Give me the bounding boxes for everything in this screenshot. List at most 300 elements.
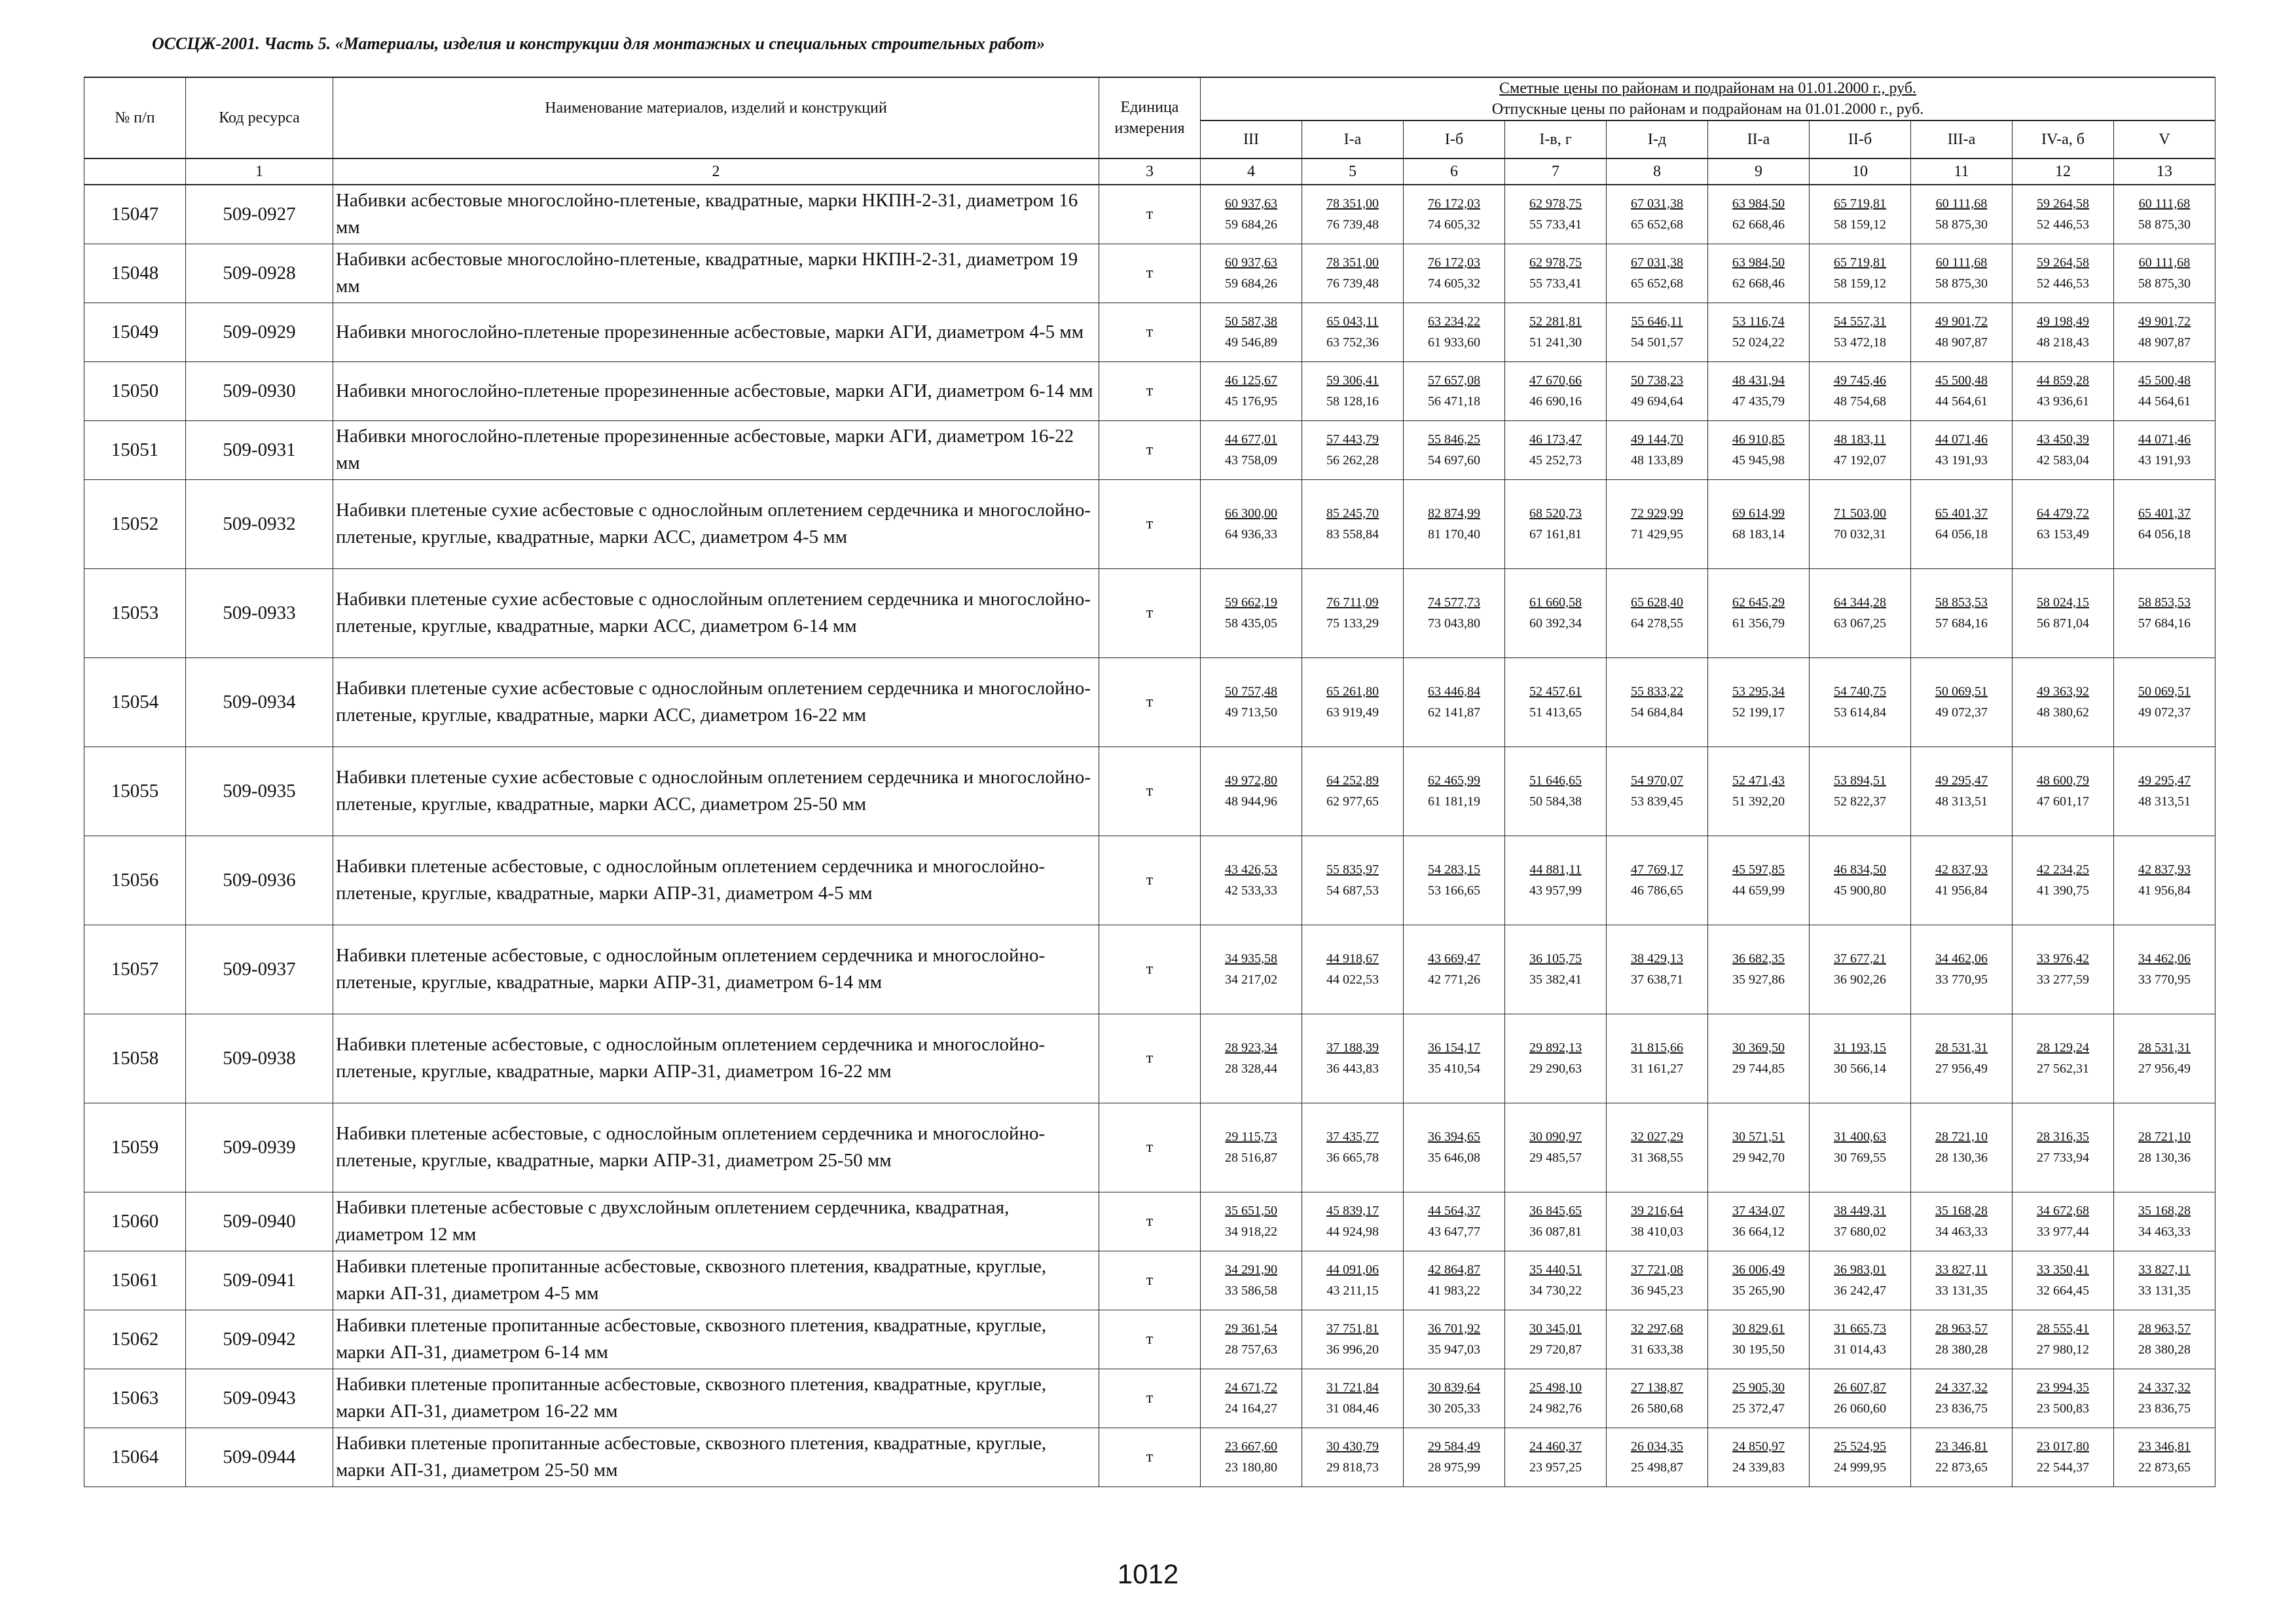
wholesale-price: 35 927,86 — [1732, 972, 1785, 987]
row-index: 15048 — [84, 244, 186, 303]
wholesale-price: 28 130,36 — [2138, 1151, 2191, 1165]
price-cell — [2114, 568, 2215, 657]
price-cell — [1505, 925, 1607, 1014]
wholesale-price: 65 652,68 — [1631, 217, 1683, 232]
price-cell — [1404, 1369, 1505, 1428]
wholesale-price: 36 443,83 — [1326, 1061, 1379, 1076]
estimated-price: 61 660,58 — [1529, 595, 1582, 610]
wholesale-price: 59 684,26 — [1225, 276, 1277, 291]
wholesale-price: 26 060,60 — [1834, 1401, 1886, 1416]
wholesale-price: 58 875,30 — [1935, 217, 1988, 232]
unit-of-measure: т — [1099, 1369, 1201, 1428]
price-cell — [1201, 747, 1302, 836]
price-cell — [1302, 568, 1404, 657]
region-header: I-д — [1607, 120, 1708, 158]
wholesale-price: 33 131,35 — [1935, 1283, 1988, 1298]
resource-code: 509-0929 — [186, 303, 333, 361]
price-cell — [1505, 1251, 1607, 1310]
estimated-price: 36 105,75 — [1529, 951, 1582, 966]
unit-of-measure: т — [1099, 1192, 1201, 1251]
estimated-price: 34 462,06 — [1935, 951, 1988, 966]
estimated-price: 63 234,22 — [1428, 314, 1480, 329]
wholesale-price: 53 614,84 — [1834, 705, 1886, 720]
estimated-price: 37 677,21 — [1834, 951, 1886, 966]
material-name: Набивки плетеные сухие асбестовые с однослойным оплетением сердечника и многослойно-плетеные, круглые, квадратные, марки АСС, диаметром 16-22 мм — [333, 657, 1099, 747]
wholesale-price: 49 072,37 — [1935, 705, 1988, 720]
wholesale-price: 23 836,75 — [2138, 1401, 2191, 1416]
price-cell — [2114, 361, 2215, 420]
price-cell — [2013, 1014, 2114, 1103]
estimated-price: 34 672,68 — [2037, 1204, 2089, 1218]
wholesale-price: 63 067,25 — [1834, 616, 1886, 631]
estimated-price: 59 662,19 — [1225, 595, 1277, 610]
wholesale-price: 48 133,89 — [1631, 453, 1683, 468]
estimated-price: 67 031,38 — [1631, 196, 1683, 212]
estimated-price: 36 154,17 — [1428, 1041, 1480, 1055]
wholesale-price: 28 757,63 — [1225, 1342, 1277, 1357]
estimated-price: 65 719,81 — [1834, 255, 1886, 270]
price-cell — [1201, 1014, 1302, 1103]
wholesale-price: 23 957,25 — [1529, 1460, 1582, 1475]
price-cell — [2114, 1310, 2215, 1369]
estimated-price: 50 738,23 — [1631, 373, 1683, 388]
price-cell — [1911, 1310, 2013, 1369]
estimated-price: 36 983,01 — [1834, 1263, 1886, 1277]
estimated-price: 49 198,49 — [2037, 314, 2089, 329]
estimated-price: 63 446,84 — [1428, 684, 1480, 699]
wholesale-price: 29 720,87 — [1529, 1342, 1582, 1357]
price-cell — [2013, 836, 2114, 925]
wholesale-price: 56 871,04 — [2037, 616, 2089, 631]
wholesale-price: 48 754,68 — [1834, 394, 1886, 409]
table-row — [84, 1369, 2215, 1428]
wholesale-price: 61 356,79 — [1732, 616, 1785, 631]
wholesale-price: 30 566,14 — [1834, 1061, 1886, 1076]
estimated-price: 57 657,08 — [1428, 373, 1480, 388]
estimated-price: 28 316,35 — [2037, 1130, 2089, 1144]
estimated-price: 30 829,61 — [1732, 1321, 1785, 1336]
estimated-price: 37 434,07 — [1732, 1204, 1785, 1218]
estimated-price: 38 429,13 — [1631, 951, 1683, 966]
material-name: Набивки плетеные пропитанные асбестовые, сквозного плетения, квадратные, круглые, марки АП-31, диаметром 6-14 мм — [333, 1310, 1099, 1369]
price-cell — [1911, 361, 2013, 420]
col-number: 4 — [1201, 158, 1302, 185]
wholesale-price: 44 564,61 — [2138, 394, 2191, 409]
wholesale-price: 63 153,49 — [2037, 527, 2089, 542]
table-row — [84, 1310, 2215, 1369]
table-row — [84, 1251, 2215, 1310]
wholesale-price: 53 472,18 — [1834, 335, 1886, 350]
price-cell — [1201, 1428, 1302, 1486]
resource-code: 509-0935 — [186, 747, 333, 836]
price-cell — [1607, 925, 1708, 1014]
table-row — [84, 185, 2215, 244]
price-cell — [1607, 1251, 1708, 1310]
row-index: 15058 — [84, 1014, 186, 1103]
estimated-price: 49 745,46 — [1834, 373, 1886, 388]
price-cell — [2013, 1369, 2114, 1428]
price-cell — [1911, 185, 2013, 244]
estimated-price: 35 651,50 — [1225, 1204, 1277, 1218]
price-cell — [1911, 479, 2013, 568]
material-name: Набивки асбестовые многослойно-плетеные, квадратные, марки НКПН-2-31, диаметром 16 мм — [333, 185, 1099, 244]
wholesale-price: 27 956,49 — [1935, 1061, 1988, 1076]
wholesale-price: 76 739,48 — [1326, 217, 1379, 232]
estimated-price: 36 682,35 — [1732, 951, 1785, 966]
price-cell — [1404, 747, 1505, 836]
estimated-price: 64 344,28 — [1834, 595, 1886, 610]
col-header-index: № п/п — [84, 77, 186, 158]
wholesale-price: 74 605,32 — [1428, 276, 1480, 291]
price-cell — [1505, 1310, 1607, 1369]
price-cell — [1201, 1310, 1302, 1369]
table-row — [84, 925, 2215, 1014]
price-cell — [1708, 1014, 1810, 1103]
estimated-price: 55 833,22 — [1631, 684, 1683, 699]
wholesale-price: 49 546,89 — [1225, 335, 1277, 350]
estimated-price: 49 901,72 — [2138, 314, 2191, 329]
estimated-price: 62 465,99 — [1428, 773, 1480, 788]
row-index: 15062 — [84, 1310, 186, 1369]
estimated-price: 57 443,79 — [1326, 432, 1379, 447]
estimated-price: 65 401,37 — [2138, 506, 2191, 521]
price-cell — [1505, 185, 1607, 244]
price-cell — [1810, 244, 1911, 303]
estimated-price: 44 881,11 — [1529, 862, 1582, 877]
wholesale-price: 30 205,33 — [1428, 1401, 1480, 1416]
wholesale-price: 48 380,62 — [2037, 705, 2089, 720]
wholesale-price: 33 770,95 — [1935, 972, 1988, 987]
wholesale-price: 28 130,36 — [1935, 1151, 1988, 1165]
resource-code: 509-0943 — [186, 1369, 333, 1428]
unit-of-measure: т — [1099, 361, 1201, 420]
resource-code: 509-0939 — [186, 1103, 333, 1192]
price-cell — [1911, 747, 2013, 836]
price-cell — [1810, 1192, 1911, 1251]
price-cell — [1201, 836, 1302, 925]
estimated-price: 48 600,79 — [2037, 773, 2089, 788]
wholesale-price: 35 947,03 — [1428, 1342, 1480, 1357]
wholesale-price: 61 933,60 — [1428, 335, 1480, 350]
material-name: Набивки плетеные пропитанные асбестовые, сквозного плетения, квадратные, круглые, марки АП-31, диаметром 4-5 мм — [333, 1251, 1099, 1310]
price-cell — [1810, 657, 1911, 747]
wholesale-price: 25 498,87 — [1631, 1460, 1683, 1475]
estimated-price: 28 923,34 — [1225, 1041, 1277, 1055]
price-cell — [1505, 836, 1607, 925]
unit-of-measure: т — [1099, 1251, 1201, 1310]
wholesale-price: 34 463,33 — [2138, 1225, 2191, 1239]
estimated-price: 23 667,60 — [1225, 1439, 1277, 1454]
estimated-price: 54 557,31 — [1834, 314, 1886, 329]
wholesale-price: 43 936,61 — [2037, 394, 2089, 409]
estimated-price: 30 839,64 — [1428, 1380, 1480, 1395]
price-cell — [1911, 420, 2013, 479]
price-cell — [1911, 1103, 2013, 1192]
wholesale-price: 58 875,30 — [1935, 276, 1988, 291]
wholesale-price: 44 659,99 — [1732, 883, 1785, 898]
price-cell — [1810, 1103, 1911, 1192]
estimated-price: 37 721,08 — [1631, 1263, 1683, 1277]
price-cell — [2013, 925, 2114, 1014]
price-cell — [1404, 657, 1505, 747]
wholesale-price: 41 956,84 — [2138, 883, 2191, 898]
estimated-price: 49 144,70 — [1631, 432, 1683, 447]
row-index: 15055 — [84, 747, 186, 836]
estimated-price: 44 564,37 — [1428, 1204, 1480, 1218]
price-cell — [1302, 925, 1404, 1014]
estimated-price: 58 853,53 — [2138, 595, 2191, 610]
unit-of-measure: т — [1099, 1310, 1201, 1369]
price-cell — [1810, 479, 1911, 568]
resource-code: 509-0933 — [186, 568, 333, 657]
resource-code: 509-0944 — [186, 1428, 333, 1486]
price-cell — [2114, 1251, 2215, 1310]
price-cell — [1505, 303, 1607, 361]
wholesale-price: 43 191,93 — [1935, 453, 1988, 468]
col-number: 9 — [1708, 158, 1810, 185]
wholesale-price: 55 733,41 — [1529, 217, 1582, 232]
price-cell — [1302, 1014, 1404, 1103]
col-header-unit: Единица измерения — [1099, 77, 1201, 158]
wholesale-price: 28 380,28 — [2138, 1342, 2191, 1357]
estimated-price: 46 834,50 — [1834, 862, 1886, 877]
material-name: Набивки плетеные асбестовые, с однослойным оплетением сердечника и многослойно-плетеные, круглые, квадратные, марки АПР-31, диаметром 25-50 мм — [333, 1103, 1099, 1192]
wholesale-price: 22 544,37 — [2037, 1460, 2089, 1475]
material-name: Набивки асбестовые многослойно-плетеные, квадратные, марки НКПН-2-31, диаметром 19 мм — [333, 244, 1099, 303]
col-header-name: Наименование материалов, изделий и конструкций — [333, 77, 1099, 158]
estimated-price: 74 577,73 — [1428, 595, 1480, 610]
wholesale-price: 43 211,15 — [1326, 1283, 1379, 1298]
wholesale-price: 24 339,83 — [1732, 1460, 1785, 1475]
estimated-price: 27 138,87 — [1631, 1380, 1683, 1395]
wholesale-price: 64 056,18 — [2138, 527, 2191, 542]
price-cell — [1708, 747, 1810, 836]
wholesale-price: 75 133,29 — [1326, 616, 1379, 631]
row-index: 15052 — [84, 479, 186, 568]
wholesale-price: 60 392,34 — [1529, 616, 1582, 631]
wholesale-price: 59 684,26 — [1225, 217, 1277, 232]
table-row — [84, 479, 2215, 568]
wholesale-price: 41 390,75 — [2037, 883, 2089, 898]
estimated-price: 33 350,41 — [2037, 1263, 2089, 1277]
resource-code: 509-0928 — [186, 244, 333, 303]
price-cell — [1607, 303, 1708, 361]
estimated-price: 50 069,51 — [1935, 684, 1988, 699]
price-cell — [1302, 303, 1404, 361]
wholesale-price: 58 435,05 — [1225, 616, 1277, 631]
estimated-price: 23 346,81 — [2138, 1439, 2191, 1454]
price-cell — [1708, 361, 1810, 420]
price-cell — [1708, 185, 1810, 244]
wholesale-price: 61 181,19 — [1428, 794, 1480, 809]
estimated-price: 43 450,39 — [2037, 432, 2089, 447]
wholesale-price: 73 043,80 — [1428, 616, 1480, 631]
price-cell — [1404, 1103, 1505, 1192]
price-cell — [2114, 747, 2215, 836]
price-cell — [1607, 568, 1708, 657]
price-cell — [1505, 568, 1607, 657]
wholesale-price: 43 191,93 — [2138, 453, 2191, 468]
wholesale-price: 30 769,55 — [1834, 1151, 1886, 1165]
price-cell — [1404, 1428, 1505, 1486]
wholesale-price: 57 684,16 — [1935, 616, 1988, 631]
wholesale-price: 53 166,65 — [1428, 883, 1480, 898]
estimated-price: 37 435,77 — [1326, 1130, 1379, 1144]
estimated-price: 49 972,80 — [1225, 773, 1277, 788]
resource-code: 509-0936 — [186, 836, 333, 925]
wholesale-price: 35 265,90 — [1732, 1283, 1785, 1298]
price-cell — [1404, 361, 1505, 420]
estimated-price: 24 460,37 — [1529, 1439, 1582, 1454]
price-cell — [2013, 303, 2114, 361]
table-row — [84, 657, 2215, 747]
estimated-price: 28 531,31 — [1935, 1041, 1988, 1055]
price-cell — [1201, 1192, 1302, 1251]
estimated-price: 29 361,54 — [1225, 1321, 1277, 1336]
table-row — [84, 1014, 2215, 1103]
wholesale-price: 34 918,22 — [1225, 1225, 1277, 1239]
table-row — [84, 420, 2215, 479]
unit-of-measure: т — [1099, 1428, 1201, 1486]
wholesale-price: 62 668,46 — [1732, 276, 1785, 291]
table-row — [84, 568, 2215, 657]
wholesale-price: 54 501,57 — [1631, 335, 1683, 350]
estimated-price: 45 839,17 — [1326, 1204, 1379, 1218]
price-cell — [1607, 747, 1708, 836]
estimated-price: 55 835,97 — [1326, 862, 1379, 877]
material-name: Набивки плетеные асбестовые, с однослойным оплетением сердечника и многослойно-плетеные, круглые, квадратные, марки АПР-31, диаметром 16-22 мм — [333, 1014, 1099, 1103]
price-cell — [1302, 244, 1404, 303]
wholesale-price: 58 159,12 — [1834, 276, 1886, 291]
page-number: 1012 — [1117, 1559, 1179, 1589]
region-header: I-б — [1404, 120, 1505, 158]
wholesale-price: 33 277,59 — [2037, 972, 2089, 987]
estimated-price: 50 757,48 — [1225, 684, 1277, 699]
wholesale-price: 48 944,96 — [1225, 794, 1277, 809]
wholesale-price: 36 902,26 — [1834, 972, 1886, 987]
estimated-price: 47 670,66 — [1529, 373, 1582, 388]
price-table — [84, 77, 2215, 1487]
wholesale-price: 55 733,41 — [1529, 276, 1582, 291]
estimated-price: 50 069,51 — [2138, 684, 2191, 699]
estimated-price: 62 978,75 — [1529, 196, 1582, 212]
price-cell — [2013, 747, 2114, 836]
estimated-price: 45 500,48 — [2138, 373, 2191, 388]
wholesale-price: 76 739,48 — [1326, 276, 1379, 291]
wholesale-price: 32 664,45 — [2037, 1283, 2089, 1298]
wholesale-price: 34 463,33 — [1935, 1225, 1988, 1239]
estimated-price: 54 283,15 — [1428, 862, 1480, 877]
document-header: ОССЦЖ-2001. Часть 5. «Материалы, изделия и конструкции для монтажных и специальных строительных работ» — [152, 34, 1046, 53]
price-cell — [1911, 303, 2013, 361]
estimated-price: 59 306,41 — [1326, 373, 1379, 388]
estimated-price: 82 874,99 — [1428, 506, 1480, 521]
resource-code: 509-0941 — [186, 1251, 333, 1310]
estimated-price: 59 264,58 — [2037, 255, 2089, 270]
price-cell — [1911, 1014, 2013, 1103]
col-number: 7 — [1505, 158, 1607, 185]
wholesale-price: 24 164,27 — [1225, 1401, 1277, 1416]
estimated-price: 31 815,66 — [1631, 1041, 1683, 1055]
price-cell — [1201, 361, 1302, 420]
material-name: Набивки плетеные пропитанные асбестовые, сквозного плетения, квадратные, круглые, марки АП-31, диаметром 16-22 мм — [333, 1369, 1099, 1428]
price-cell — [1302, 1192, 1404, 1251]
wholesale-price: 56 471,18 — [1428, 394, 1480, 409]
wholesale-price: 43 647,77 — [1428, 1225, 1480, 1239]
price-cell — [1201, 1369, 1302, 1428]
price-cell — [1810, 1310, 1911, 1369]
wholesale-price: 58 875,30 — [2138, 276, 2191, 291]
price-cell — [1708, 420, 1810, 479]
price-cell — [1708, 568, 1810, 657]
estimated-price: 64 479,72 — [2037, 506, 2089, 521]
table-row — [84, 1428, 2215, 1486]
estimated-price: 54 740,75 — [1834, 684, 1886, 699]
resource-code: 509-0934 — [186, 657, 333, 747]
region-header: V — [2114, 120, 2215, 158]
wholesale-price: 28 516,87 — [1225, 1151, 1277, 1165]
row-index: 15059 — [84, 1103, 186, 1192]
material-name: Набивки многослойно-плетеные прорезиненные асбестовые, марки АГИ, диаметром 16-22 мм — [333, 420, 1099, 479]
price-cell — [1708, 244, 1810, 303]
material-name: Набивки плетеные сухие асбестовые с однослойным оплетением сердечника и многослойно-плетеные, круглые, квадратные, марки АСС, диаметром 25-50 мм — [333, 747, 1099, 836]
price-cell — [1302, 747, 1404, 836]
estimated-price: 52 457,61 — [1529, 684, 1582, 699]
estimated-price: 65 043,11 — [1326, 314, 1379, 329]
estimated-price: 55 846,25 — [1428, 432, 1480, 447]
wholesale-price: 52 446,53 — [2037, 217, 2089, 232]
estimated-price: 29 892,13 — [1529, 1041, 1582, 1055]
estimated-price: 62 645,29 — [1732, 595, 1785, 610]
wholesale-price: 58 159,12 — [1834, 217, 1886, 232]
estimated-price: 24 337,32 — [2138, 1380, 2191, 1395]
wholesale-price: 52 024,22 — [1732, 335, 1785, 350]
wholesale-price: 48 907,87 — [1935, 335, 1988, 350]
price-cell — [2013, 1103, 2114, 1192]
price-cell — [1302, 1369, 1404, 1428]
price-cell — [1302, 1251, 1404, 1310]
estimated-price: 53 116,74 — [1732, 314, 1785, 329]
price-cell — [1201, 925, 1302, 1014]
estimated-price: 43 426,53 — [1225, 862, 1277, 877]
price-cell — [1201, 568, 1302, 657]
material-name: Набивки многослойно-плетеные прорезиненные асбестовые, марки АГИ, диаметром 6-14 мм — [333, 361, 1099, 420]
wholesale-price: 47 601,17 — [2037, 794, 2089, 809]
price-cell — [1607, 479, 1708, 568]
material-name: Набивки плетеные пропитанные асбестовые, сквозного плетения, квадратные, круглые, марки АП-31, диаметром 25-50 мм — [333, 1428, 1099, 1486]
estimated-price: 63 984,50 — [1732, 255, 1785, 270]
row-index: 15047 — [84, 185, 186, 244]
wholesale-price: 51 241,30 — [1529, 335, 1582, 350]
price-cell — [1708, 1251, 1810, 1310]
wholesale-price: 58 128,16 — [1326, 394, 1379, 409]
estimated-price: 24 671,72 — [1225, 1380, 1277, 1395]
price-cell — [1505, 361, 1607, 420]
table-row — [84, 1103, 2215, 1192]
estimated-price: 58 853,53 — [1935, 595, 1988, 610]
estimated-price: 29 584,49 — [1428, 1439, 1480, 1454]
col-number: 13 — [2114, 158, 2215, 185]
wholesale-price: 65 652,68 — [1631, 276, 1683, 291]
estimated-price: 49 295,47 — [2138, 773, 2191, 788]
wholesale-price: 31 368,55 — [1631, 1151, 1683, 1165]
estimated-price: 63 984,50 — [1732, 196, 1785, 212]
estimated-price: 36 006,49 — [1732, 1263, 1785, 1277]
wholesale-price: 33 586,58 — [1225, 1283, 1277, 1298]
estimated-price: 32 297,68 — [1631, 1321, 1683, 1336]
estimated-price: 78 351,00 — [1326, 196, 1379, 212]
price-cell — [1201, 657, 1302, 747]
